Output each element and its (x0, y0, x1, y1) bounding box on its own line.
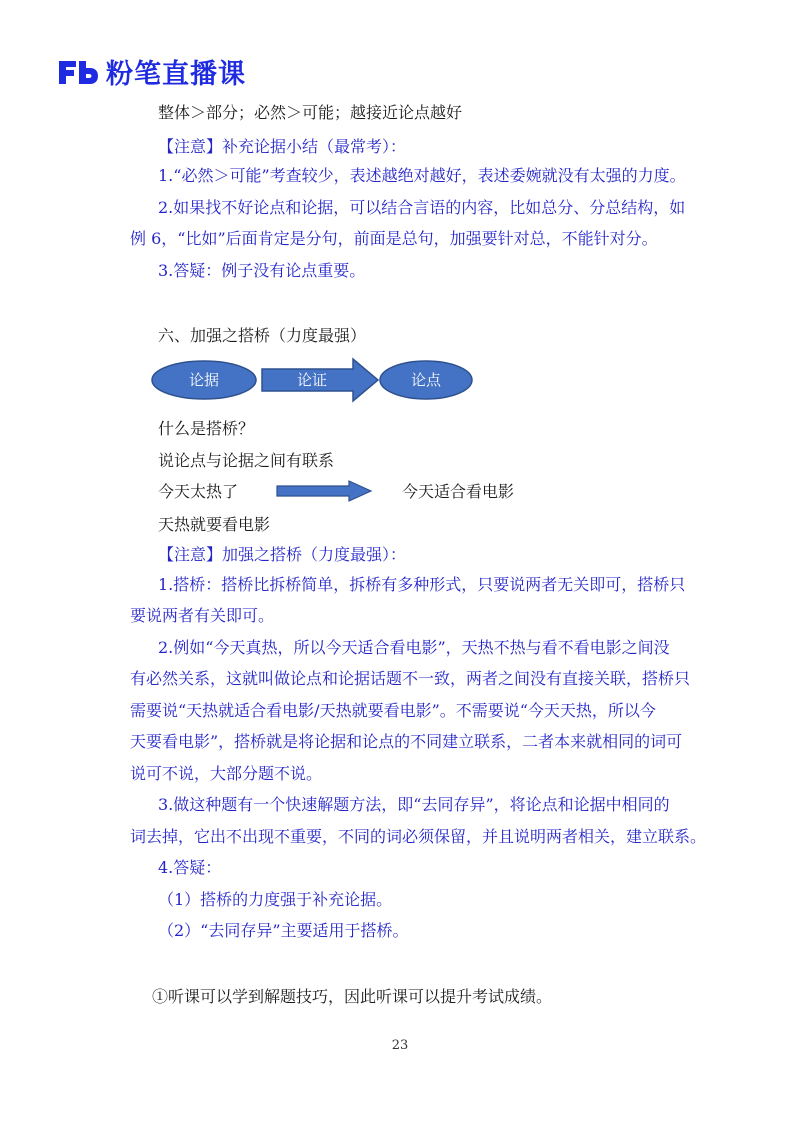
text-line: 1.“必然＞可能”考查较少，表述越绝对越好，表述委婉就没有太强的力度。 (158, 166, 686, 185)
text-line: （1）搭桥的力度强于补充论据。 (158, 890, 393, 909)
logo-text: 粉笔直播课 (106, 59, 246, 90)
text-line: 说论点与论据之间有联系 (158, 451, 335, 470)
text-line: 词去掉，它出不出现不重要，不同的词必须保留，并且说明两者相关，建立联系。 (130, 827, 707, 846)
text-line: 什么是搭桥？ (158, 419, 255, 438)
text-line: 今天适合看电影 (402, 482, 515, 501)
text-line: 3.答疑：例子没有论点重要。 (158, 261, 366, 280)
fb-logo-icon (56, 57, 100, 87)
text-line: 整体＞部分；必然＞可能；越接近论点越好 (158, 103, 463, 122)
bridge-diagram (150, 356, 480, 404)
text-line: ①听课可以学到解题技巧，因此听课可以提升考试成绩。 (152, 987, 553, 1006)
text-line: （2）“去同存异”主要适用于搭桥。 (158, 921, 409, 940)
text-line: 说可不说，大部分题不说。 (130, 764, 323, 783)
brand-logo (56, 52, 246, 91)
diagram-middle-label: 论证 (296, 371, 328, 389)
text-line: 天要看电影”，搭桥就是将论据和论点的不同建立联系，二者本来就相同的词可 (130, 732, 683, 751)
section-heading: 六、加强之搭桥（力度最强） (158, 326, 367, 345)
text-line: 需要说“天热就适合看电影/天热就要看电影”。不需要说“今天天热，所以今 (130, 701, 656, 720)
text-line: 3.做这种题有一个快速解题方法，即“去同存异”，将论点和论据中相同的 (158, 795, 670, 814)
text-line: 【注意】加强之搭桥（力度最强）： (158, 545, 407, 564)
text-line: 例 6，“比如”后面肯定是分句，前面是总句，加强要针对总，不能针对分。 (130, 229, 658, 248)
text-line: 【注意】补充论据小结（最常考）： (158, 137, 407, 156)
text-line: 2.例如“今天真热，所以今天适合看电影”，天热不热与看不看电影之间没 (158, 638, 670, 657)
text-line: 天热就要看电影 (158, 515, 271, 534)
diagram-left-label: 论据 (188, 371, 220, 389)
text-line: 今天太热了 (158, 482, 239, 501)
text-line: 1.搭桥：搭桥比拆桥简单，拆桥有多种形式，只要说两者无关即可，搭桥只 (158, 575, 686, 594)
link-arrow-icon (275, 480, 375, 502)
text-line: 2.如果找不好论点和论据，可以结合言语的内容，比如总分、分总结构，如 (158, 198, 686, 217)
diagram-right-label: 论点 (410, 371, 442, 389)
text-line: 有必然关系，这就叫做论点和论据话题不一致，两者之间没有直接关联，搭桥只 (130, 669, 691, 688)
text-line: 要说两者有关即可。 (130, 606, 275, 625)
text-line: 4.答疑： (158, 858, 222, 877)
page-number: 23 (391, 1038, 409, 1053)
